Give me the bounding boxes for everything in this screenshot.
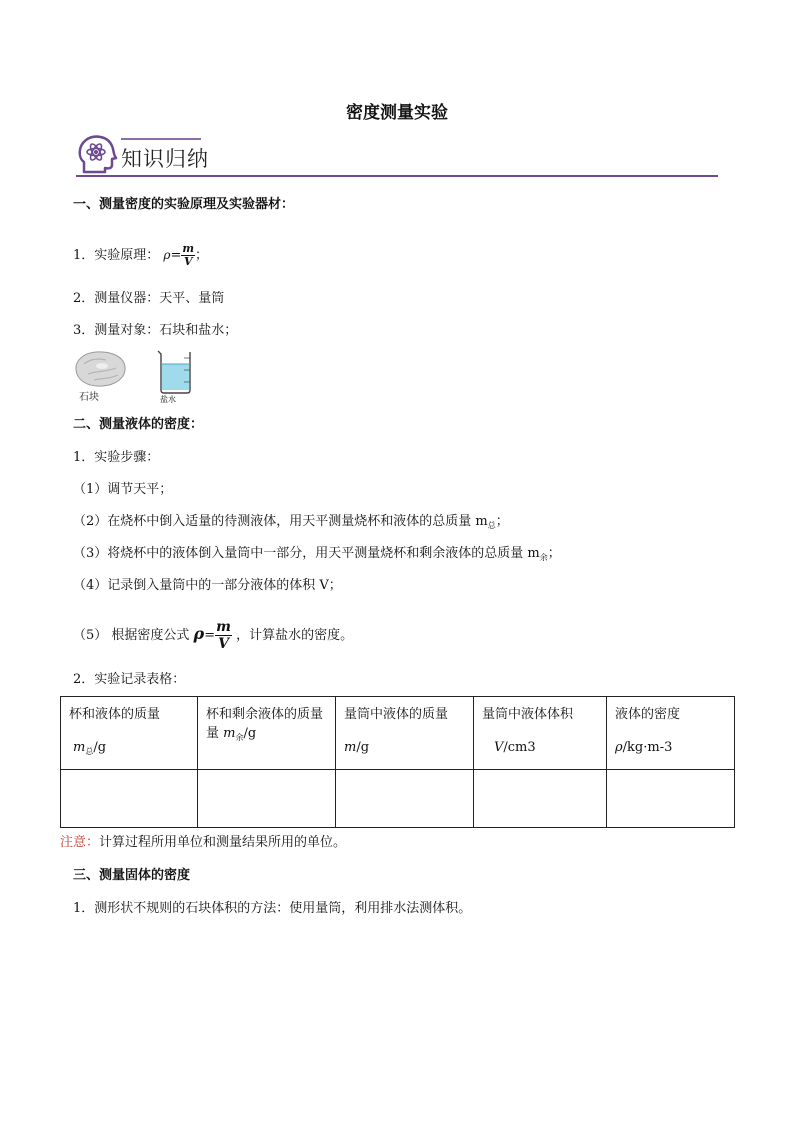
table-cell (474, 770, 607, 828)
record-table (60, 696, 735, 828)
step-5-suffix: ，计算盐水的密度。 (236, 628, 354, 643)
unit-text: /g (93, 740, 107, 755)
table-header-cell (607, 697, 735, 770)
table-header-row (61, 697, 735, 770)
section3-item-1: 1．测形状不规则的石块体积的方法：使用量筒，利用排水法测体积。 (73, 901, 472, 916)
density-fraction-large (215, 619, 232, 652)
unit-sub: 总 (85, 747, 94, 756)
principle-prefix: 1．实验原理： (73, 248, 160, 263)
unit-label (69, 740, 189, 757)
section3-heading: 三、测量固体的密度 (73, 868, 191, 883)
unit-text: /kg·m-3 (622, 740, 673, 755)
head-atom-icon (76, 134, 120, 178)
section1-heading: 一、测量密度的实验原理及实验器材： (73, 197, 295, 212)
step-5-prefix: （5） 根据密度公式 (73, 628, 190, 643)
note-line (60, 834, 346, 852)
step-2-subscript: 总 (487, 521, 496, 530)
step-2-end: ； (495, 514, 509, 529)
step-2 (73, 513, 509, 535)
fraction-numerator-large: m (216, 619, 231, 635)
note-text: 计算过程所用单位和测量结果所用的单位。 (99, 835, 347, 850)
header-text: 杯和液体的质量 (69, 707, 161, 722)
objects-line: 3．测量对象：石块和盐水； (73, 323, 238, 338)
unit-prefix: 量 (206, 726, 224, 741)
step-1: （1）调节天平； (73, 482, 173, 497)
banner-accent-line (121, 138, 201, 140)
principle-suffix: ； (195, 248, 209, 263)
section2-heading: 二、测量液体的密度： (73, 417, 204, 432)
stone-label: 石块 (79, 392, 99, 403)
beaker-image (154, 348, 194, 394)
header-text: 量筒中液体体积 (482, 707, 574, 722)
table-header-cell (336, 697, 474, 770)
fraction-numerator: m (182, 242, 195, 255)
table-cell (61, 770, 198, 828)
unit-label (482, 740, 598, 755)
unit-var: ρ (615, 740, 623, 755)
table-header-cell (198, 697, 336, 770)
header-text: 杯和剩余液体的质量 (206, 707, 324, 722)
table-title: 2．实验记录表格： (73, 672, 186, 687)
banner-divider (76, 175, 718, 177)
unit-text: /g (356, 740, 370, 755)
unit-label (615, 740, 726, 755)
unit-var: V (494, 740, 504, 755)
fraction-denominator: V (183, 255, 193, 268)
steps-title: 1．实验步骤： (73, 450, 160, 465)
principle-line (73, 243, 208, 268)
step-4: （4）记录倒入量筒中的一部分液体的体积 V； (73, 578, 342, 593)
table-row (61, 770, 735, 828)
unit-text: /cm3 (503, 740, 536, 755)
fraction-denominator-large: V (218, 636, 229, 652)
page-title: 密度测量实验 (346, 103, 448, 123)
step-3-end: ； (547, 546, 561, 561)
beaker-label: 盐水 (160, 395, 176, 404)
table-cell (336, 770, 474, 828)
step-3-text: （3）将烧杯中的液体倒入量筒中一部分，用天平测量烧杯和剩余液体的总质量 m (73, 546, 540, 561)
section-banner-label: 知识归纳 (121, 147, 209, 171)
unit-var: m (223, 726, 236, 741)
unit-text: /g (243, 726, 257, 741)
table-cell (198, 770, 336, 828)
step-5 (73, 616, 353, 654)
step-2-text: （2）在烧杯中倒入适量的待测液体，用天平测量烧杯和液体的总质量 m (73, 514, 488, 529)
step-3-subscript: 余 (539, 553, 548, 562)
unit-var: m (344, 740, 357, 755)
unit-var: m (73, 740, 86, 755)
table-header-cell (61, 697, 198, 770)
table-cell (607, 770, 735, 828)
density-fraction (181, 243, 195, 268)
header-text: 量筒中液体的质量 (344, 707, 449, 722)
instruments-line: 2．测量仪器：天平、量筒 (73, 291, 225, 306)
note-label: 注意： (60, 835, 100, 850)
table-header-cell (474, 697, 607, 770)
equals-sign: = (170, 248, 182, 263)
rho-symbol-large: ρ (193, 624, 205, 643)
unit-sub: 余 (235, 733, 244, 742)
stone-image (72, 350, 128, 388)
step-3 (73, 545, 561, 567)
header-text: 液体的密度 (615, 707, 681, 722)
equals-sign-large: = (204, 628, 216, 643)
rho-symbol: ρ (163, 248, 171, 262)
unit-label (344, 740, 465, 755)
